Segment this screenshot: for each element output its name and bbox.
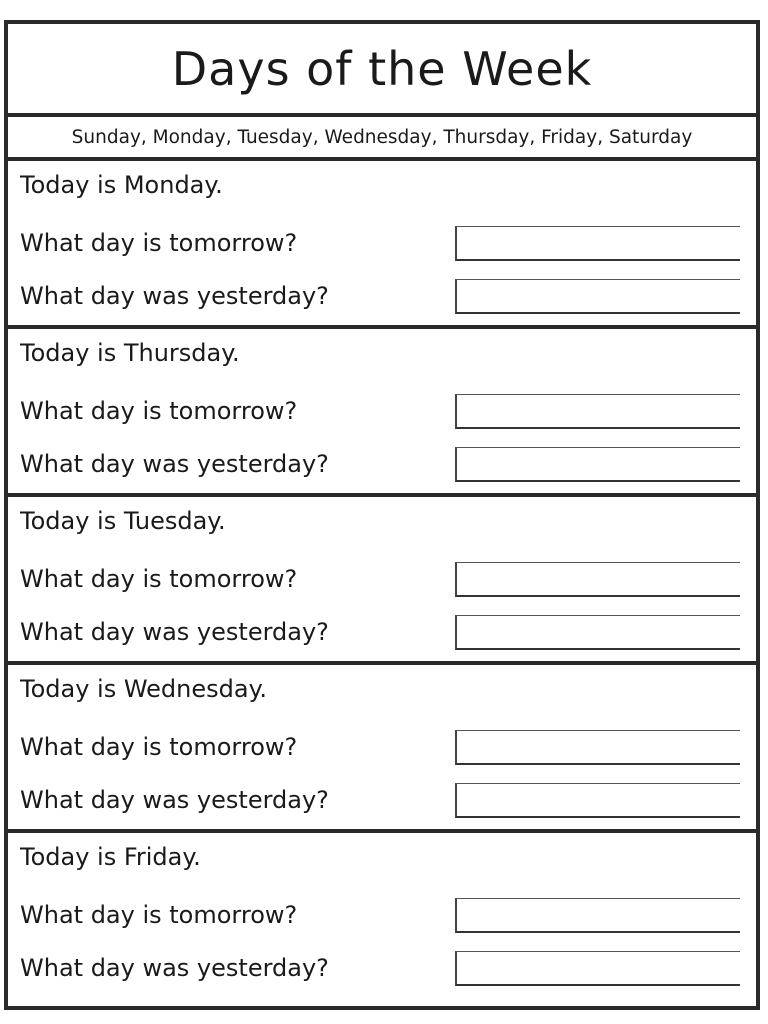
yesterday-question: What day was yesterday? — [20, 282, 329, 310]
worksheet — [4, 20, 760, 1010]
question-section-2 — [8, 329, 756, 497]
days-list: Sunday, Monday, Tuesday, Wednesday, Thursday, Friday, Saturday — [71, 126, 693, 148]
yesterday-answer-box[interactable] — [455, 951, 740, 986]
question-section-5 — [8, 833, 756, 1001]
title-row — [8, 24, 756, 117]
today-statement: Today is Thursday. — [20, 339, 240, 367]
worksheet-title: Days of the Week — [171, 41, 593, 96]
yesterday-answer-box[interactable] — [455, 447, 740, 482]
today-statement: Today is Wednesday. — [20, 675, 267, 703]
tomorrow-answer-box[interactable] — [455, 730, 740, 765]
tomorrow-answer-box[interactable] — [455, 562, 740, 597]
today-statement: Today is Friday. — [20, 843, 201, 871]
tomorrow-question: What day is tomorrow? — [20, 733, 298, 761]
tomorrow-answer-box[interactable] — [455, 226, 740, 261]
today-statement: Today is Tuesday. — [20, 507, 226, 535]
tomorrow-question: What day is tomorrow? — [20, 229, 298, 257]
yesterday-answer-box[interactable] — [455, 279, 740, 314]
today-statement: Today is Monday. — [20, 171, 223, 199]
question-section-1 — [8, 161, 756, 329]
question-section-3 — [8, 497, 756, 665]
question-section-4 — [8, 665, 756, 833]
yesterday-question: What day was yesterday? — [20, 618, 329, 646]
tomorrow-question: What day is tomorrow? — [20, 565, 298, 593]
tomorrow-question: What day is tomorrow? — [20, 901, 298, 929]
tomorrow-answer-box[interactable] — [455, 394, 740, 429]
tomorrow-answer-box[interactable] — [455, 898, 740, 933]
yesterday-question: What day was yesterday? — [20, 450, 329, 478]
yesterday-answer-box[interactable] — [455, 783, 740, 818]
days-reference-row — [8, 117, 756, 161]
yesterday-question: What day was yesterday? — [20, 786, 329, 814]
tomorrow-question: What day is tomorrow? — [20, 397, 298, 425]
yesterday-answer-box[interactable] — [455, 615, 740, 650]
yesterday-question: What day was yesterday? — [20, 954, 329, 982]
